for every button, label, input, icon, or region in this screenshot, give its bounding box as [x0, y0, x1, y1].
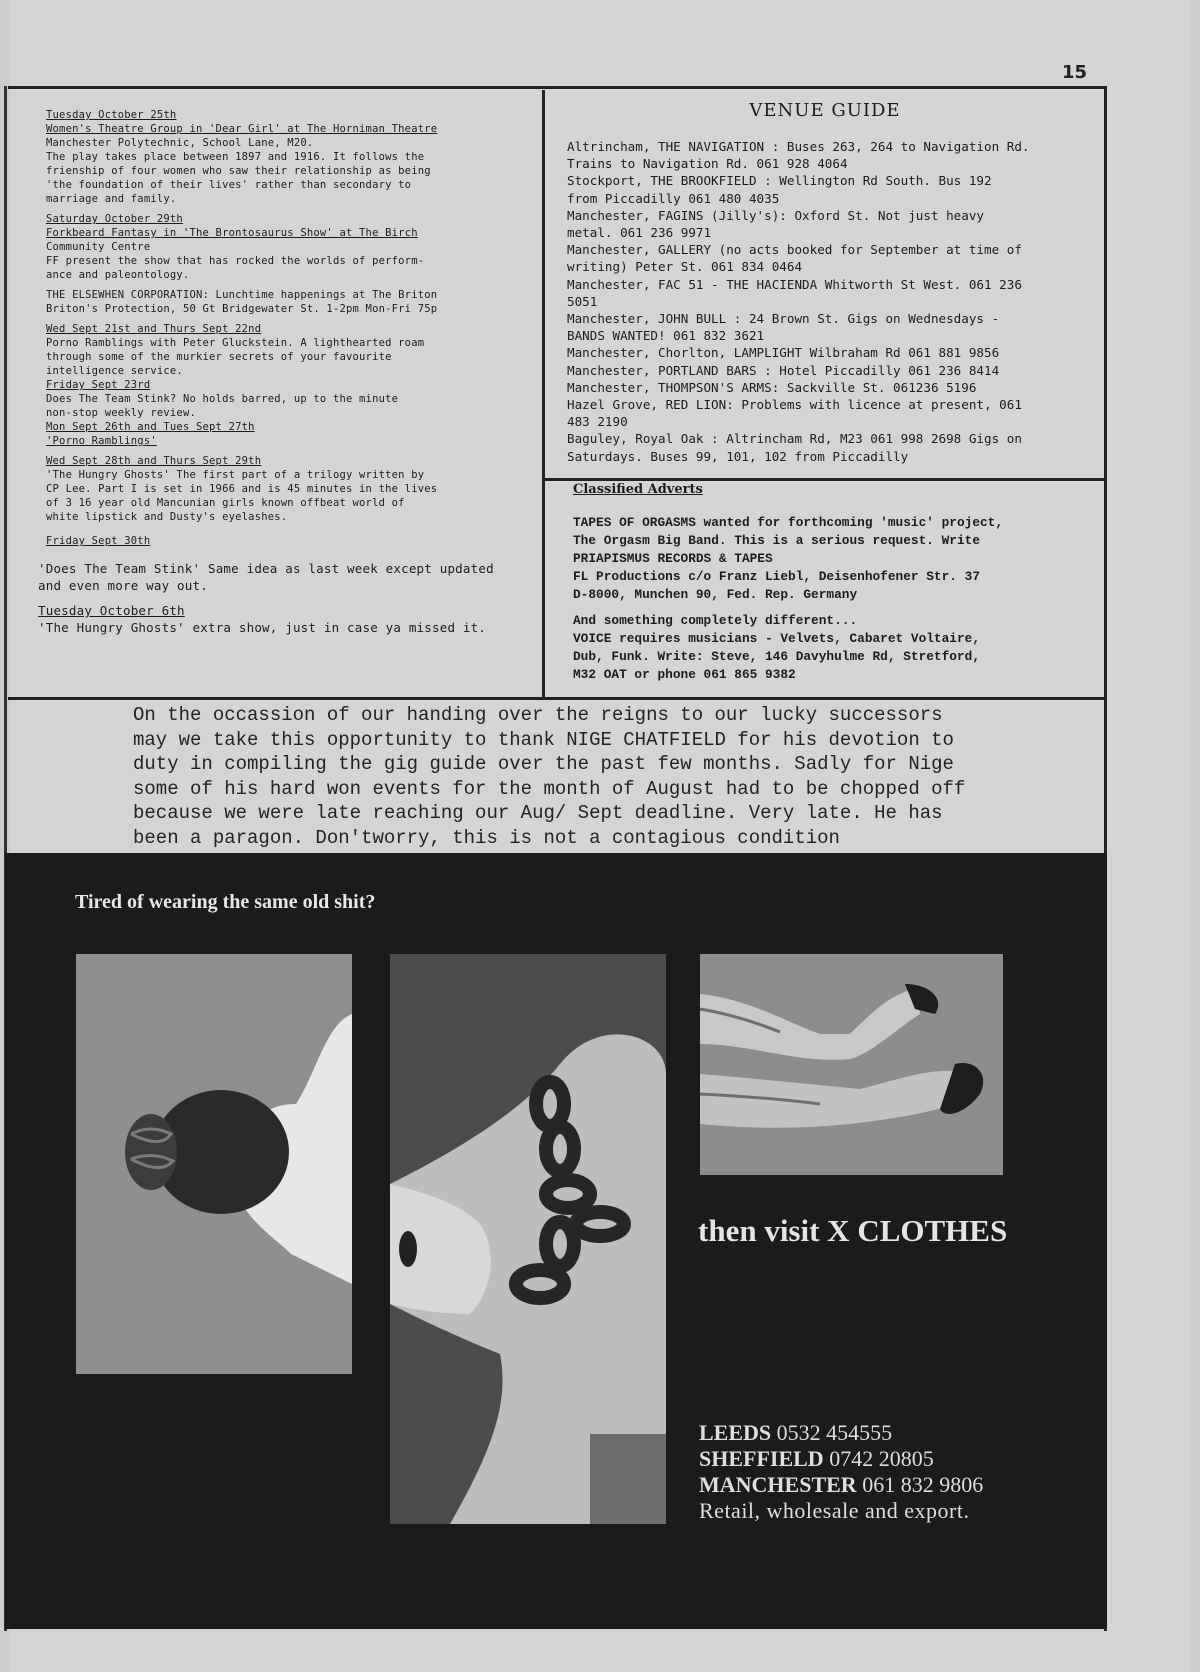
classified-line: And something completely different... — [573, 613, 858, 628]
classified-line: PRIAPISMUS RECORDS & TAPES — [573, 551, 773, 566]
advert-photo-head-art — [76, 954, 352, 1374]
gig-item — [38, 602, 536, 636]
note-line: some of his hard won events for the month of August had to be chopped off — [133, 777, 966, 800]
classified-line: M32 OAT or phone 061 865 9382 — [573, 667, 796, 682]
advert-photo-feet-art — [700, 954, 1003, 1175]
contact-phone: 0742 20805 — [823, 1446, 934, 1471]
venue-line: from Piccadilly 061 480 4035 — [567, 190, 780, 206]
gig-text: frienship of four women who saw their relationship as being — [46, 165, 431, 177]
classified-line: TAPES OF ORGASMS wanted for forthcoming 'music' project, — [573, 515, 1004, 530]
x-clothes-advert — [5, 853, 1107, 1629]
venue-line: metal. 061 236 9971 — [567, 225, 712, 241]
gig-item — [46, 212, 536, 282]
gig-text: ance and paleontology. — [46, 269, 190, 281]
gig-text: Briton's Protection, 50 Gt Bridgewater St. 1-2pm Mon-Fri 75p — [46, 303, 438, 315]
gig-date: Tuesday October 6th — [38, 603, 185, 618]
venue-line: Manchester, GALLERY (no acts booked for September at time of — [567, 242, 1022, 258]
gig-title: Forkbeard Fantasy in 'The Brontosaurus Show' at The Birch — [46, 227, 418, 239]
venue-line: Manchester, JOHN BULL : 24 Brown St. Gigs on Wednesdays - — [567, 311, 1000, 327]
gig-date: Tuesday October 25th — [46, 109, 177, 121]
gig-date: Wed Sept 28th and Thurs Sept 29th — [46, 455, 262, 467]
gig-text: through some of the murkier secrets of your favourite — [46, 351, 392, 363]
gig-title: Women's Theatre Group in 'Dear Girl' at The Horniman Theatre — [46, 123, 438, 135]
advert-photo-chain-art — [390, 954, 666, 1524]
gig-title: Porno Ramblings with Peter Gluckstein. A lighthearted roam — [46, 337, 425, 349]
advert-contacts — [699, 1420, 983, 1524]
gig-item — [46, 108, 536, 206]
advert-photo-feet — [700, 954, 1003, 1175]
venue-line: Trains to Navigation Rd. 061 928 4064 — [567, 156, 848, 172]
venue-line: 483 2190 — [567, 414, 628, 430]
venue-line: Manchester, FAC 51 - THE HACIENDA Whitworth St West. 061 236 — [567, 276, 1022, 292]
note-line: duty in compiling the gig guide over the past few months. Sadly for Nige — [133, 753, 954, 776]
gig-text: Community Centre — [46, 241, 151, 253]
gig-text: non-stop weekly review. — [46, 407, 196, 419]
venue-guide-title: VENUE GUIDE — [749, 100, 901, 121]
contact-line — [699, 1420, 983, 1446]
classified-line: Dub, Funk. Write: Steve, 146 Davyhulme Rd, Stretford, — [573, 649, 981, 664]
gig-text: The play takes place between 1897 and 1916. It follows the — [46, 151, 425, 163]
gig-text: and even more way out. — [38, 578, 208, 593]
gig-title: THE ELSEWHEN CORPORATION: Lunchtime happenings at The Briton — [46, 289, 438, 301]
advert-retail-text: Retail, wholesale and export. — [699, 1498, 970, 1523]
note-line: been a paragon. Don'tworry, this is not a contagious condition — [133, 826, 840, 849]
frame-rule-top — [8, 86, 1107, 89]
editorial-note — [133, 703, 1093, 851]
spacer — [573, 604, 1093, 612]
gig-title: 'The Hungry Ghosts' The first part of a trilogy written by — [46, 469, 425, 481]
venue-line: Manchester, PORTLAND BARS : Hotel Piccadilly 061 236 8414 — [567, 362, 1000, 378]
classified-line: The Orgasm Big Band. This is a serious request. Write — [573, 533, 981, 548]
gig-item — [46, 288, 536, 316]
advert-headline: Tired of wearing the same old shit? — [75, 891, 376, 913]
gig-text: FF present the show that has rocked the worlds of perform- — [46, 255, 425, 267]
section-divider — [8, 697, 1107, 700]
note-line: may we take this opportunity to thank NIGE CHATFIELD for his devotion to — [133, 728, 954, 751]
venue-line: Manchester, FAGINS (Jilly's): Oxford St. Not just heavy — [567, 207, 985, 223]
gig-text: of 3 16 year old Mancunian girls known offbeat world of — [46, 497, 405, 509]
gig-title: 'Porno Ramblings' — [46, 435, 157, 447]
gig-text: Manchester Polytechnic, School Lane, M20. — [46, 137, 314, 149]
page-number: 15 — [1062, 62, 1088, 83]
venue-line: BANDS WANTED! 061 832 3621 — [567, 328, 765, 344]
gig-title: Does The Team Stink? No holds barred, up to the minute — [46, 393, 399, 405]
advert-photo-head — [76, 954, 352, 1374]
contact-phone: 0532 454555 — [771, 1420, 893, 1445]
venue-line: Manchester, Chorlton, LAMPLIGHT Wilbraham Rd 061 881 9856 — [567, 345, 1000, 361]
gig-guide — [38, 108, 536, 642]
gig-text: marriage and family. — [46, 193, 177, 205]
classified-line: VOICE requires musicians - Velvets, Cabaret Voltaire, — [573, 631, 981, 646]
venue-line: Baguley, Royal Oak : Altrincham Rd, M23 061 998 2698 Gigs on — [567, 431, 1022, 447]
advert-photo-chain — [390, 954, 666, 1524]
gig-text: intelligence service. — [46, 365, 183, 377]
advert-call-to-action: then visit X CLOTHES — [698, 1213, 1008, 1248]
venue-line: Manchester, THOMPSON'S ARMS: Sackville St. 061236 5196 — [567, 379, 977, 395]
contact-city: MANCHESTER — [699, 1472, 857, 1497]
classified-line: FL Productions c/o Franz Liebl, Deisenhofener Str. 37 — [573, 569, 981, 584]
gig-item — [46, 454, 536, 524]
gig-item — [38, 560, 536, 594]
note-line: On the occassion of our handing over the reigns to our lucky successors — [133, 704, 943, 726]
venue-guide-bottom-rule — [544, 478, 1107, 481]
contact-phone: 061 832 9806 — [856, 1472, 984, 1497]
note-line: because we were late reaching our Aug/ Sept deadline. Very late. He has — [133, 802, 943, 825]
gig-item — [46, 322, 536, 448]
gig-title: 'The Hungry Ghosts' extra show, just in case ya missed it. — [38, 620, 487, 635]
gig-date: Friday Sept 30th — [46, 535, 151, 547]
contact-line — [699, 1472, 983, 1498]
venue-line: Hazel Grove, RED LION: Problems with licence at present, 061 — [567, 397, 1022, 413]
gig-text: white lipstick and Dusty's eyelashes. — [46, 511, 288, 523]
venue-line: Altrincham, THE NAVIGATION : Buses 263, 264 to Navigation Rd. — [567, 139, 1030, 154]
gig-text: CP Lee. Part I is set in 1966 and is 45 minutes in the lives — [46, 483, 438, 495]
gig-date: Wed Sept 21st and Thurs Sept 22nd — [46, 323, 262, 335]
classified-line: D-8000, Munchen 90, Fed. Rep. Germany — [573, 587, 858, 602]
venue-line: writing) Peter St. 061 834 0464 — [567, 259, 803, 275]
gig-date: Friday Sept 23rd — [46, 379, 151, 391]
column-divider — [542, 90, 545, 698]
gig-title: 'Does The Team Stink' Same idea as last week except updated — [38, 561, 494, 576]
venue-line: 5051 — [567, 293, 598, 309]
venue-line: Stockport, THE BROOKFIELD : Wellington Rd South. Bus 192 — [567, 173, 992, 189]
gig-item — [46, 534, 536, 548]
classified-adverts — [573, 514, 1093, 684]
gig-text: 'the foundation of their lives' rather than secondary to — [46, 179, 412, 191]
classified-title: Classified Adverts — [573, 482, 703, 497]
contact-line — [699, 1446, 983, 1472]
venue-line: Saturdays. Buses 99, 101, 102 from Piccadilly — [567, 448, 909, 464]
gig-date: Mon Sept 26th and Tues Sept 27th — [46, 421, 255, 433]
contact-city: SHEFFIELD — [699, 1446, 824, 1471]
venue-guide-list — [567, 138, 1097, 465]
gig-date: Saturday October 29th — [46, 213, 183, 225]
contact-city: LEEDS — [699, 1420, 772, 1445]
